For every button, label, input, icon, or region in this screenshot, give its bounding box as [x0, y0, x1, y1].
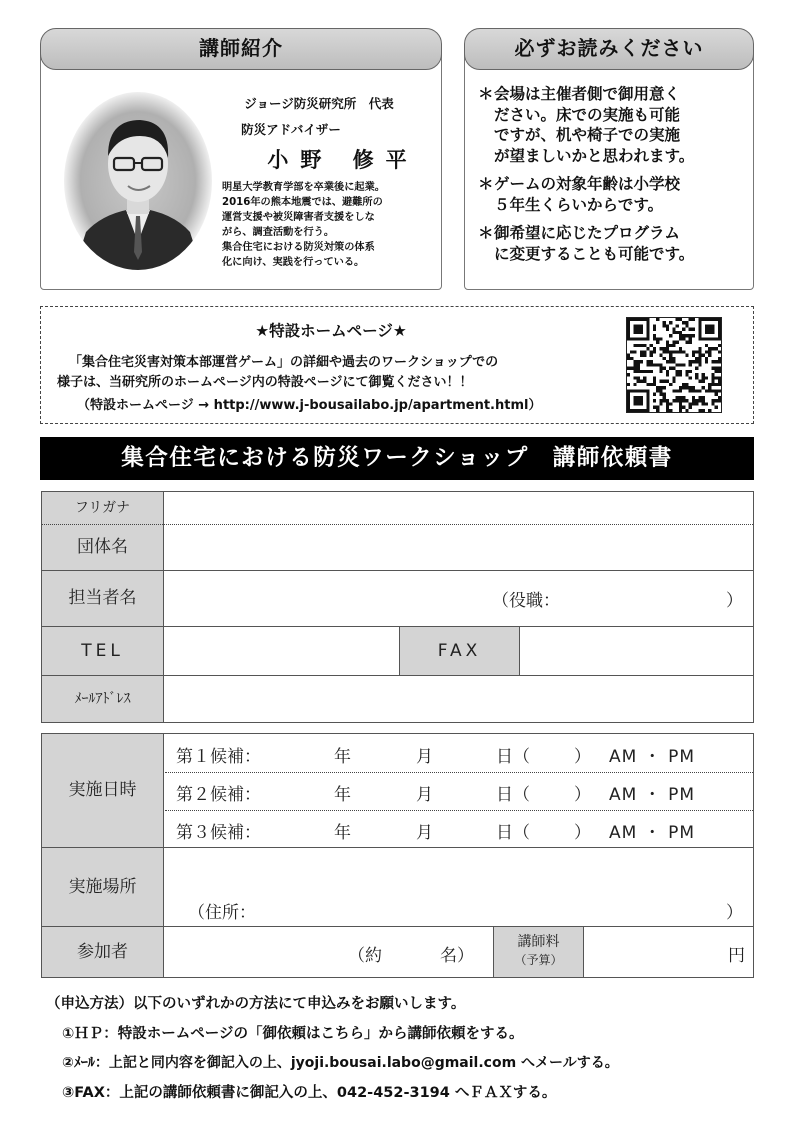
homepage-url-link[interactable]: （特設ホームページ → http://www.j-bousailabo.jp/apartment.html）: [77, 398, 542, 413]
contact-person-label: 担当者名: [42, 571, 164, 626]
notice-item: [478, 223, 750, 264]
email-label: ﾒｰﾙｱﾄﾞﾚｽ: [42, 676, 164, 722]
lecturer-photo: [64, 92, 212, 270]
fax-input[interactable]: [522, 628, 752, 674]
bio-line: 化に向け、実践を行っている。: [222, 257, 365, 268]
month-unit: 月: [416, 747, 433, 767]
position-close: ）: [726, 591, 743, 611]
lecturer-portrait-image: [64, 92, 212, 270]
month-unit: 月: [416, 823, 433, 843]
bio-line: 集合住宅における防災対策の体系: [222, 242, 375, 253]
notice-item: [478, 84, 750, 166]
approx-open: （約: [348, 946, 382, 966]
notice-heading: 必ずお読みください: [464, 28, 754, 70]
am-pm-choice[interactable]: AM ・ PM: [609, 785, 696, 805]
am-pm-choice[interactable]: AM ・ PM: [609, 823, 696, 843]
address-open: （住所：: [188, 903, 256, 923]
day-unit: 日（: [496, 747, 530, 767]
weekday-close: ）: [574, 785, 591, 805]
notice-line: ださい。床での実施も可能: [494, 105, 681, 124]
email-input[interactable]: [166, 677, 752, 721]
lecturer-heading: 講師紹介: [40, 28, 442, 70]
dotted-divider: [165, 810, 753, 811]
bio-line: 2016年の熊本地震では、避難所の: [222, 197, 383, 208]
notice-line: ゲームの対象年齢は小学校: [494, 175, 681, 193]
notice-line: ですが、机や椅子での実施: [494, 126, 681, 144]
method-email: ②ﾒｰﾙ：上記と同内容を御記入の上、jyoji.bousai.labo@gmail.com へメールする。: [62, 1055, 619, 1071]
fee-label-text: 講師料: [517, 934, 560, 950]
notice-line: が望ましいかと思われます。: [494, 146, 695, 165]
contact-person-input[interactable]: [166, 572, 752, 624]
lecturer-bio: [222, 180, 436, 270]
year-unit: 年: [334, 823, 351, 843]
weekday-close: ）: [574, 747, 591, 767]
lecturer-name: 小野 修平: [267, 148, 419, 172]
notice-line: に変更することも可能です。: [494, 244, 695, 263]
bio-line: がら、調査活動を行う。: [222, 227, 335, 238]
asterisk-mark: ＊: [478, 85, 494, 103]
am-pm-choice[interactable]: AM ・ PM: [609, 747, 696, 767]
candidate-label: 第３候補：: [176, 823, 261, 843]
notice-line: 御希望に応じたプログラム: [494, 224, 680, 242]
tel-label: TEL: [42, 627, 164, 675]
method-hp: ①ＨＰ：特設ホームページの「御依頼はこちら」から講師依頼をする。: [62, 1026, 524, 1042]
special-homepage-box: [40, 306, 754, 424]
homepage-text: 「集合住宅災害対策本部運営ゲーム」の詳細や過去のワークショップでの: [69, 355, 499, 370]
month-unit: 月: [416, 785, 433, 805]
method-fax: ③FAX：上記の講師依頼書に御記入の上、042-452-3194 へＦＡＸする。: [62, 1085, 557, 1101]
fax-label: FAX: [399, 627, 520, 675]
schedule-form-table: [41, 733, 754, 978]
asterisk-mark: ＊: [478, 175, 494, 193]
day-unit: 日（: [496, 823, 530, 843]
furigana-label: フリガナ: [42, 492, 164, 524]
weekday-close: ）: [574, 823, 591, 843]
venue-label: 実施場所: [42, 848, 164, 926]
qr-code-image: [627, 318, 721, 412]
participants-label: 参加者: [42, 927, 164, 977]
notice-line: ５年生くらいからです。: [494, 195, 664, 214]
notice-list: [478, 84, 750, 272]
notice-item: [478, 174, 750, 215]
address-close: ）: [726, 903, 743, 923]
candidate-label: 第２候補：: [176, 785, 261, 805]
homepage-title: ★特設ホームページ★: [255, 322, 407, 340]
lecturer-organization: ジョージ防災研究所 代表: [244, 96, 394, 111]
year-unit: 年: [334, 747, 351, 767]
fee-budget-text: （予算）: [514, 953, 563, 967]
date-label: 実施日時: [42, 734, 164, 847]
form-title: 集合住宅における防災ワークショップ 講師依頼書: [40, 437, 754, 480]
candidate-label: 第１候補：: [176, 747, 261, 767]
year-unit: 年: [334, 785, 351, 805]
homepage-text: 様子は、当研究所のホームページ内の特設ページにて御覧ください！！: [57, 375, 473, 390]
lecturer-role: 防災アドバイザー: [241, 122, 341, 137]
asterisk-mark: ＊: [478, 224, 494, 242]
dotted-divider: [42, 524, 753, 525]
notice-line: 会場は主催者側で御用意く: [494, 85, 681, 103]
bio-line: 運営支援や被災障害者支援をしな: [222, 212, 375, 223]
qr-code-icon[interactable]: [626, 317, 722, 413]
fee-label: [493, 927, 584, 977]
yen-unit: 円: [728, 946, 745, 966]
methods-heading: （申込方法）以下のいずれかの方法にて申込みをお願いします。: [46, 996, 466, 1012]
approx-unit: 名）: [440, 946, 474, 966]
tel-input[interactable]: [166, 628, 398, 674]
furigana-input[interactable]: [166, 494, 752, 522]
dotted-divider: [165, 772, 753, 773]
bio-line: 明星大学教育学部を卒業後に起業。: [222, 182, 385, 193]
contact-form-table: [41, 491, 754, 723]
group-name-input[interactable]: [166, 526, 752, 568]
position-open: （役職：: [492, 591, 560, 611]
group-name-label: 団体名: [42, 524, 164, 570]
day-unit: 日（: [496, 785, 530, 805]
